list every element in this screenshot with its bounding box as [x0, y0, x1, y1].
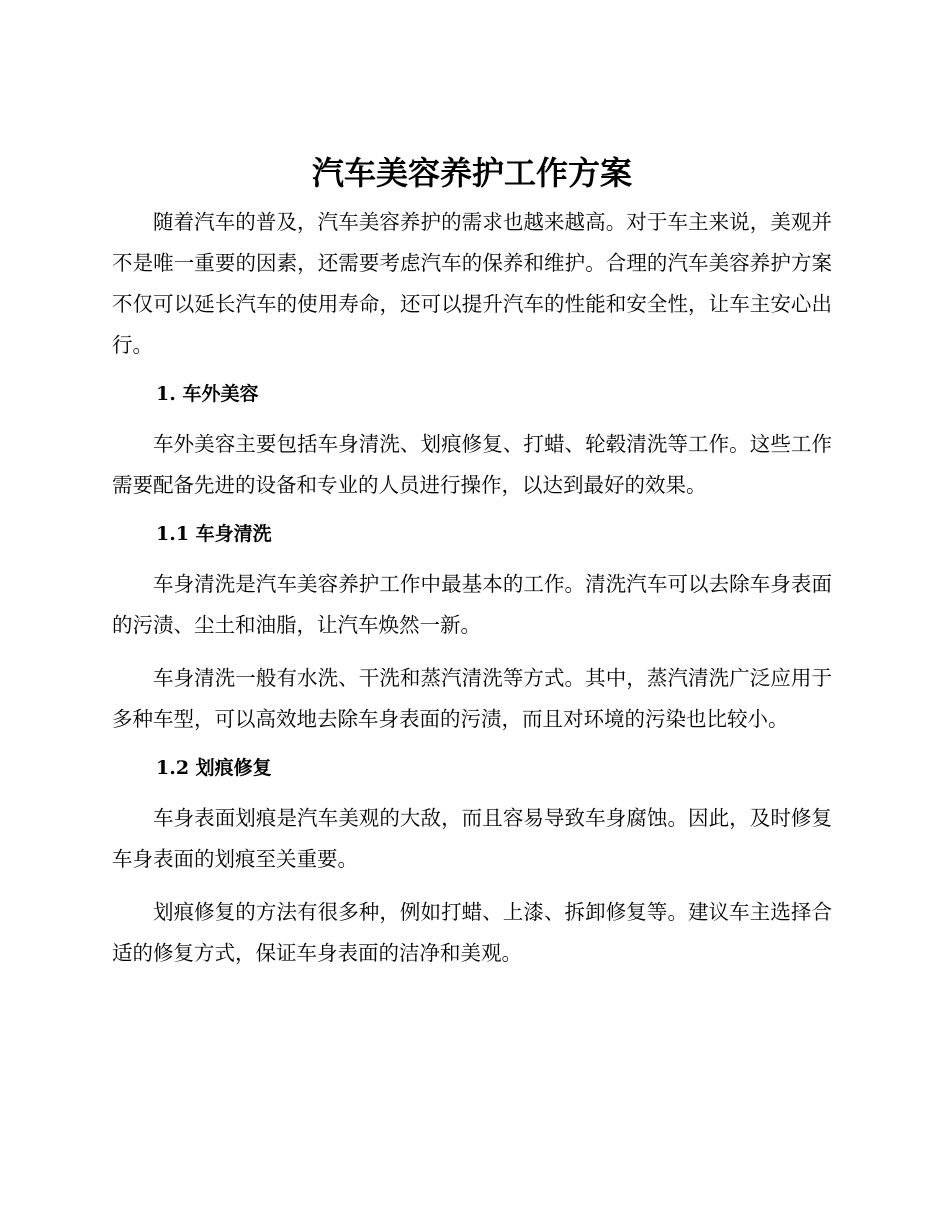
section-heading: 1.2 划痕修复	[156, 757, 272, 779]
section-heading: 1.1 车身清洗	[156, 523, 272, 545]
section-heading: 1. 车外美容	[156, 383, 259, 405]
section-paragraph: 车身表面划痕是汽车美观的大敌，而且容易导致车身腐蚀。因此，及时修复车身表面的划痕至关重要。	[112, 806, 832, 871]
section-body-washing	[112, 520, 832, 740]
document-body	[112, 150, 832, 986]
intro-paragraph: 随着汽车的普及，汽车美容养护的需求也越来越高。对于车主来说，美观并不是唯一重要的因素，还需要考虑汽车的保养和维护。合理的汽车美容养护方案不仅可以延长汽车的使用寿命，还可以提升汽车的性能和安全性，让车主安心出行。	[112, 210, 832, 357]
document-title: 汽车美容养护工作方案	[311, 154, 632, 192]
section-paragraph: 车外美容主要包括车身清洗、划痕修复、打蜡、轮毂清洗等工作。这些工作需要配备先进的设备和专业的人员进行操作，以达到最好的效果。	[112, 432, 832, 497]
section-paragraph: 划痕修复的方法有很多种，例如打蜡、上漆、拆卸修复等。建议车主选择合适的修复方式，保证车身表面的洁净和美观。	[112, 900, 832, 965]
section-paragraph: 车身清洗是汽车美容养护工作中最基本的工作。清洗汽车可以去除车身表面的污渍、尘土和油脂，让汽车焕然一新。	[112, 572, 832, 637]
section-scratch-repair	[112, 754, 832, 974]
section-paragraph: 车身清洗一般有水洗、干洗和蒸汽清洗等方式。其中，蒸汽清洗广泛应用于多种车型，可以高效地去除车身表面的污渍，而且对环境的污染也比较小。	[112, 666, 832, 731]
section-exterior-beauty	[112, 380, 832, 506]
